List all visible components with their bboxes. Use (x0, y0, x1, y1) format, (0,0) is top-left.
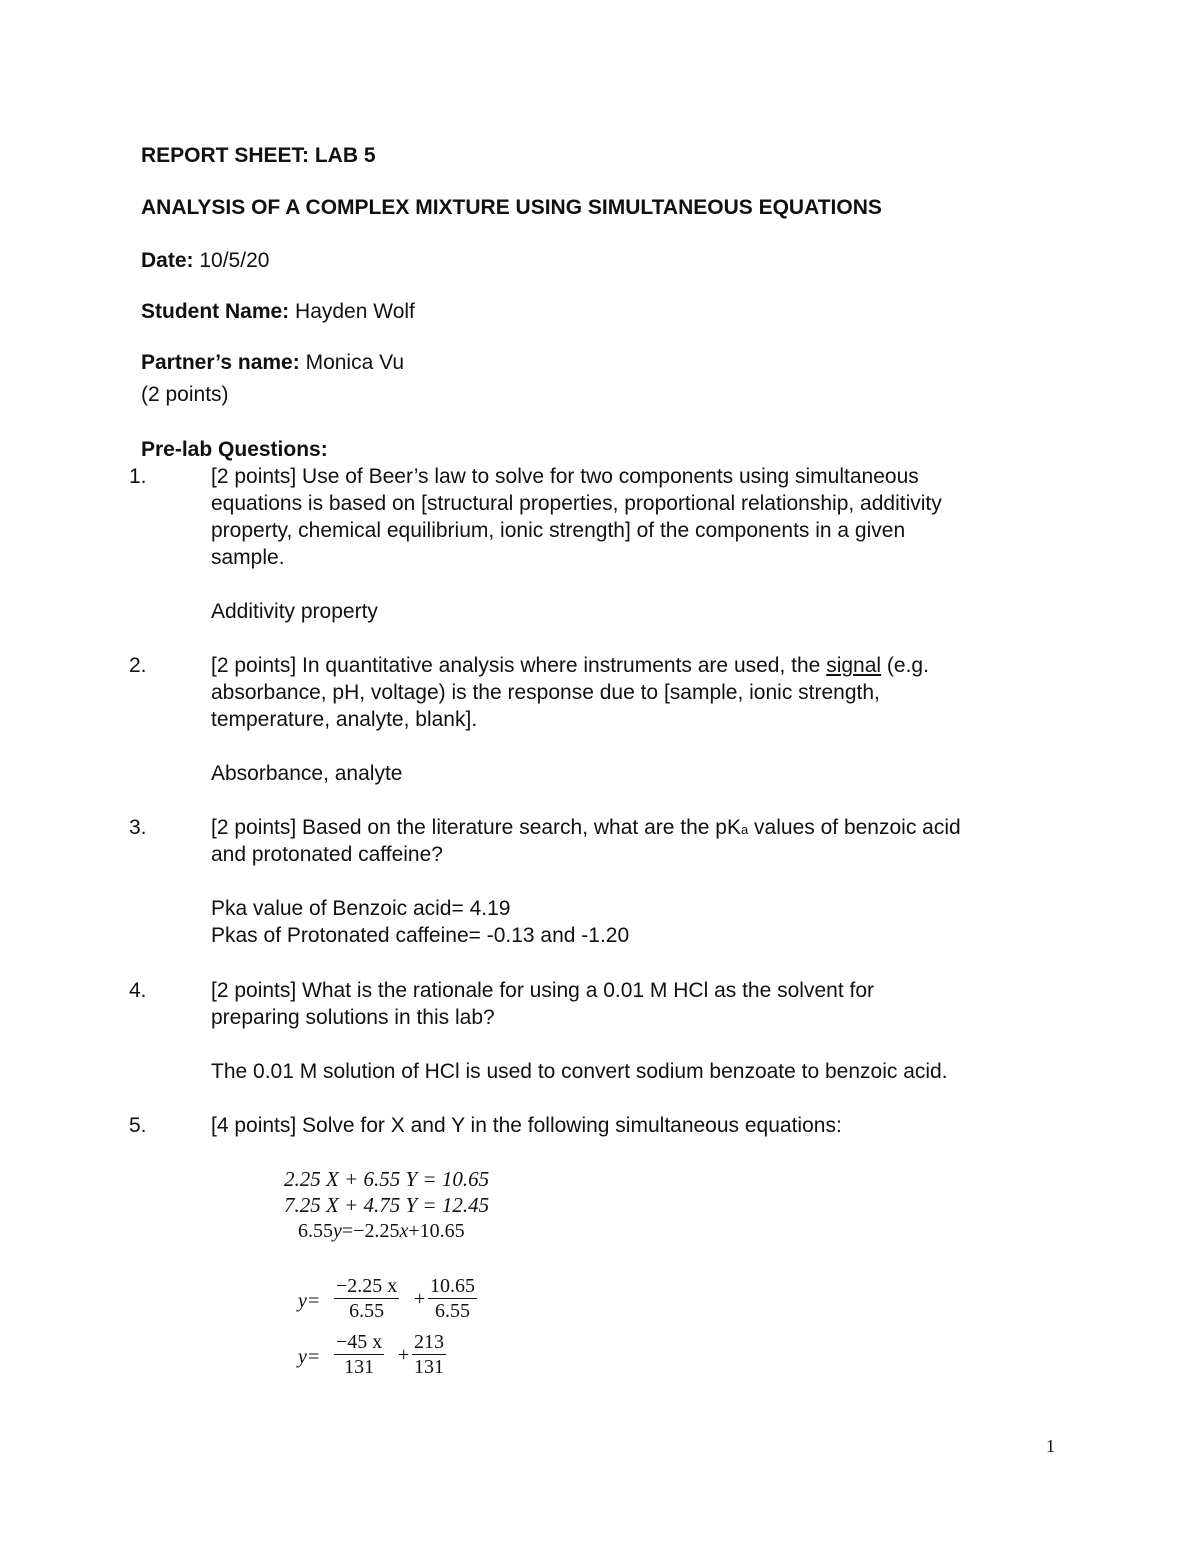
step-3-denominator-2: 131 (414, 1356, 444, 1378)
question-4-line-2: preparing solutions in this lab? (211, 1006, 495, 1029)
step-1-rhs-b: +10.65 (408, 1220, 465, 1242)
date-label: Date: (141, 249, 194, 272)
step-3-plus: + (398, 1344, 410, 1366)
question-2-line-1 (211, 652, 929, 679)
question-5-number: 5. (129, 1114, 147, 1137)
date-line (141, 247, 269, 274)
step-2-fraction-1 (334, 1274, 399, 1323)
step-2-numerator-2: 10.65 (430, 1275, 475, 1297)
equation-2: 7.25 X + 4.75 Y = 12.45 (284, 1193, 490, 1217)
partner-value: Monica Vu (305, 351, 405, 374)
step-3-numerator-1: −45 x (336, 1331, 383, 1353)
question-1-number: 1. (129, 465, 147, 488)
step-2-plus: + (414, 1288, 426, 1310)
question-2-line-3: temperature, analyte, blank]. (211, 708, 478, 731)
equation-1: 2.25 X + 6.55 Y = 10.65 (284, 1167, 490, 1191)
question-2-line-1-post: (e.g. (881, 654, 929, 677)
step-2-denominator-1: 6.55 (349, 1300, 385, 1322)
date-value: 10/5/20 (199, 249, 270, 272)
student-line (141, 298, 415, 325)
question-3-answer-1: Pka value of Benzoic acid= 4.19 (211, 897, 511, 920)
step-2-fraction-2 (428, 1274, 477, 1323)
report-title: REPORT SHEET: LAB 5 (141, 144, 376, 167)
signal-underlined-word: signal (826, 654, 882, 677)
question-3-number: 3. (129, 816, 147, 839)
page-number: 1 (1046, 1436, 1055, 1456)
pka-subscript: a (740, 822, 749, 837)
partner-line (141, 349, 404, 376)
step-1-y: y (333, 1220, 342, 1242)
step-3-fraction-2 (412, 1330, 446, 1379)
step-3-fraction-1 (334, 1330, 384, 1379)
step-2-lhs: y= (298, 1290, 321, 1312)
points-note: (2 points) (141, 383, 229, 406)
question-2-line-2: absorbance, pH, voltage) is the response due to [sample, ionic strength, (211, 681, 880, 704)
question-3-line-2: and protonated caffeine? (211, 843, 443, 866)
question-1-answer: Additivity property (211, 600, 378, 623)
question-3-line-1-post: values of benzoic acid (748, 816, 961, 839)
step-1-rhs-a: =−2.25 (341, 1220, 400, 1242)
solve-step-1 (298, 1220, 465, 1243)
prelab-heading: Pre-lab Questions: (141, 438, 328, 461)
step-2-numerator-1: −2.25 x (336, 1275, 398, 1297)
question-2-answer: Absorbance, analyte (211, 762, 403, 785)
question-1-line-1: [2 points] Use of Beer’s law to solve for two components using simultaneous (211, 465, 919, 488)
question-2-line-1-pre: [2 points] In quantitative analysis where instruments are used, the (211, 654, 827, 677)
question-4-answer: The 0.01 M solution of HCl is used to convert sodium benzoate to benzoic acid. (211, 1060, 948, 1083)
report-subtitle: ANALYSIS OF A COMPLEX MIXTURE USING SIMULTANEOUS EQUATIONS (141, 196, 882, 219)
step-3-denominator-1: 131 (344, 1356, 375, 1378)
question-3-line-1-pre: [2 points] Based on the literature search, what are the pK (211, 816, 741, 839)
step-3-numerator-2: 213 (414, 1331, 444, 1353)
question-4-number: 4. (129, 979, 147, 1002)
question-1-line-4: sample. (211, 546, 285, 569)
question-5-line-1: [4 points] Solve for X and Y in the following simultaneous equations: (211, 1114, 842, 1137)
step-3-lhs: y= (298, 1346, 321, 1368)
question-2-number: 2. (129, 654, 147, 677)
question-1-line-2: equations is based on [structural properties, proportional relationship, additivity (211, 492, 942, 515)
student-label: Student Name: (141, 300, 290, 323)
question-4-line-1: [2 points] What is the rationale for using a 0.01 M HCl as the solvent for (211, 979, 874, 1002)
step-1-x: x (399, 1220, 409, 1242)
question-3-answer-2: Pkas of Protonated caffeine= -0.13 and -1.20 (211, 924, 630, 947)
step-1-coef: 6.55 (298, 1220, 333, 1242)
step-2-denominator-2: 6.55 (435, 1300, 470, 1322)
partner-label: Partner’s name: (141, 351, 300, 374)
student-value: Hayden Wolf (295, 300, 415, 323)
question-3-line-1 (211, 814, 961, 843)
question-1-line-3: property, chemical equilibrium, ionic strength] of the components in a given (211, 519, 906, 542)
